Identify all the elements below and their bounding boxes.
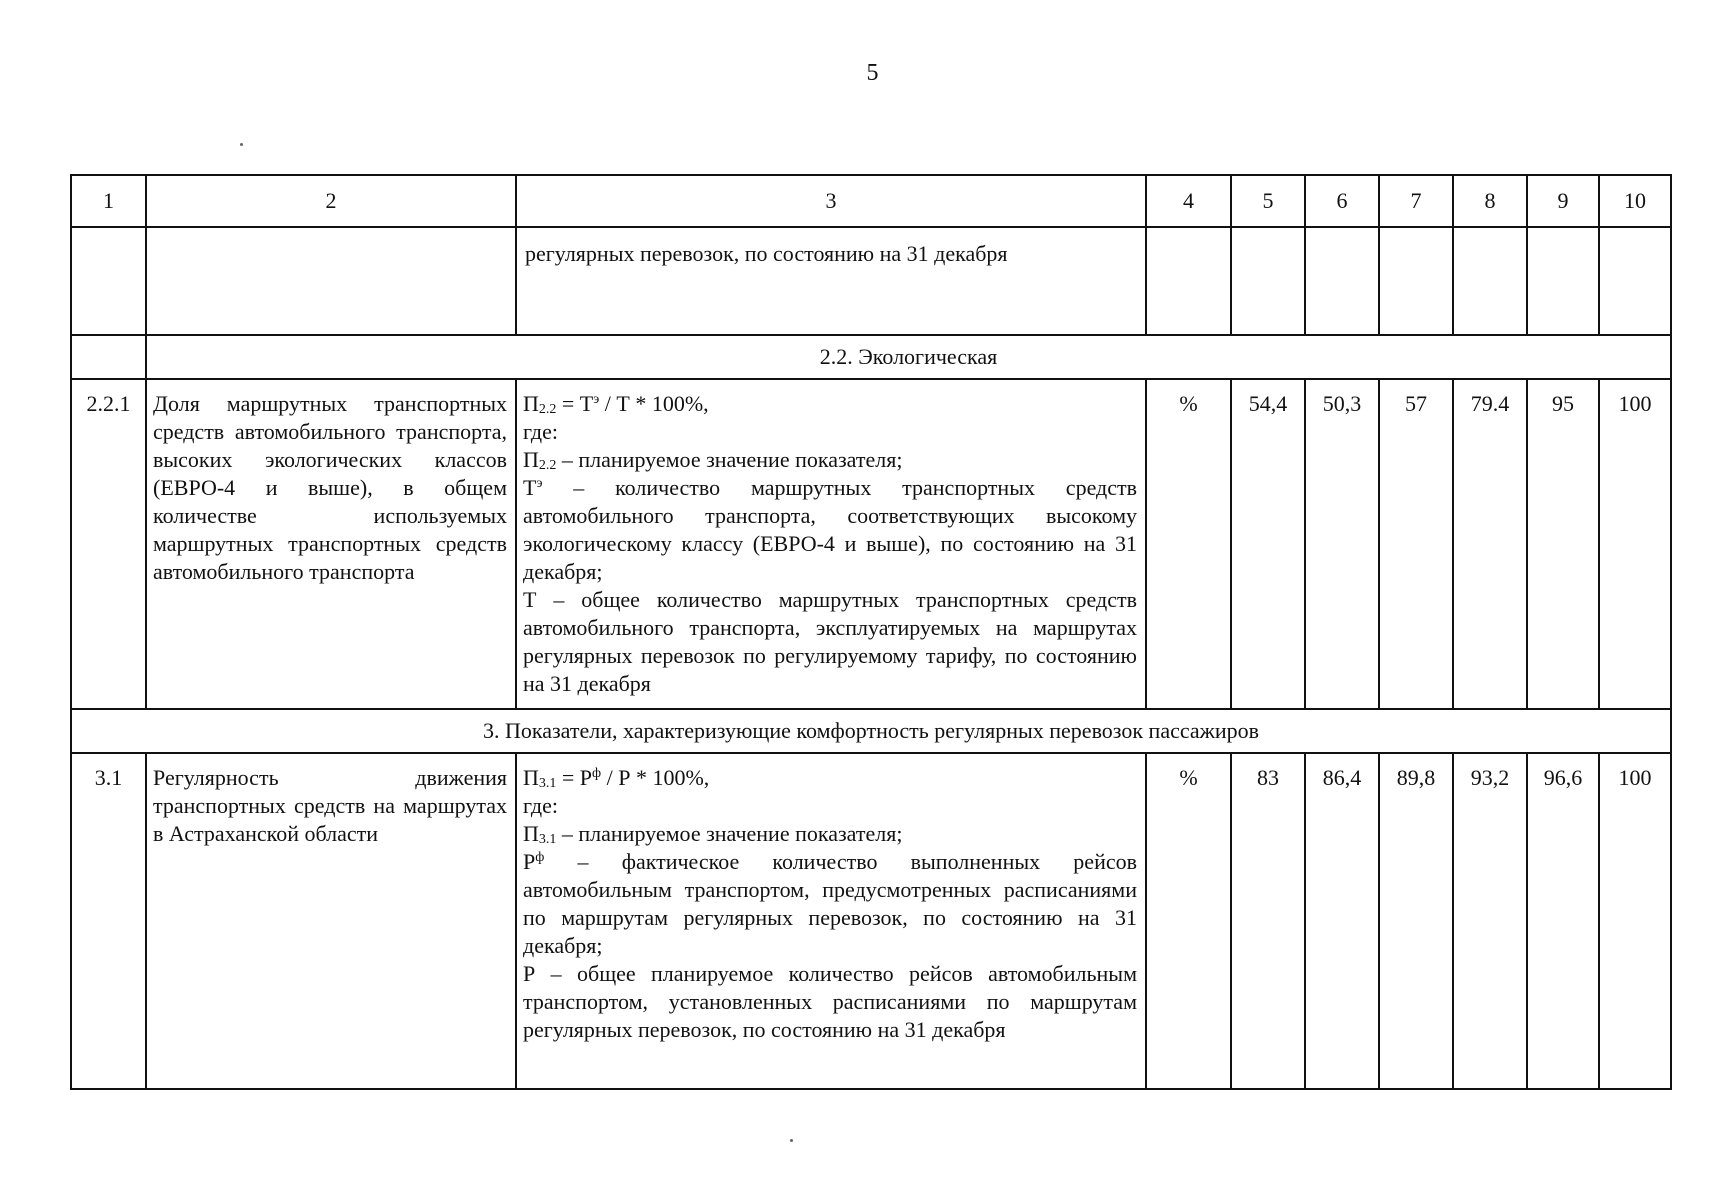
table-cell (1305, 227, 1379, 335)
indicator-row-3-1 (71, 753, 1671, 1089)
page-number: 5 (866, 60, 879, 86)
definition-t: Т – общее количество маршрутных транспортных средств автомобильного транспорта, эксплуатируемых на маршрутах регулярных перевозок по регулируемому тарифу, по состоянию на 31 декабря (523, 587, 1137, 696)
table-cell (71, 335, 146, 379)
definition-p: $П_{2.2}$ – планируемое значение показателя; (523, 447, 903, 473)
header-cell: 4 (1146, 175, 1231, 227)
header-cell: 5 (1231, 175, 1305, 227)
definition-te: $Т^э$ – количество маршрутных транспортных средств автомобильного транспорта, соответствующих высокому экологическому классу (ЕВРО-4 и выше), по состоянию на 31 декабря; (523, 475, 1137, 584)
indicator-row-2-2-1 (71, 379, 1671, 709)
indicator-name: Регулярность движения транспортных средств на маршрутах в Астраханской области (146, 753, 516, 1089)
indicator-number: 3.1 (71, 753, 146, 1089)
formula-line: $П_{2.2} = Т^э / Т * 100\%$, (523, 391, 709, 417)
table-cell (146, 227, 516, 335)
indicator-value: 93,2 (1453, 753, 1527, 1089)
header-cell: 9 (1527, 175, 1599, 227)
indicator-number: 2.2.1 (71, 379, 146, 709)
indicator-name: Доля маршрутных транспортных средств автомобильного транспорта, высоких экологических классов (ЕВРО-4 и выше), в общем количестве используемых маршрутных транспортных средств автомобильного транспорта (146, 379, 516, 709)
section-row-ecology (71, 335, 1671, 379)
table-cell (1379, 227, 1453, 335)
continuation-text: регулярных перевозок, по состоянию на 31 декабря (516, 227, 1146, 335)
section-title: 3. Показатели, характеризующие комфортность регулярных перевозок пассажиров (71, 709, 1671, 753)
indicator-value: 95 (1527, 379, 1599, 709)
header-cell: 8 (1453, 175, 1527, 227)
indicator-unit: % (1146, 379, 1231, 709)
indicator-unit: % (1146, 753, 1231, 1089)
table-cell (1231, 227, 1305, 335)
indicator-value: 83 (1231, 753, 1305, 1089)
table-cell (1453, 227, 1527, 335)
where-label: где: (523, 793, 558, 818)
indicator-formula-block (516, 753, 1146, 1089)
indicator-value: 50,3 (1305, 379, 1379, 709)
indicator-value: 89,8 (1379, 753, 1453, 1089)
indicator-value: 86,4 (1305, 753, 1379, 1089)
header-cell: 2 (146, 175, 516, 227)
definition-rf: $Р^ф$ – фактическое количество выполненных рейсов автомобильным транспортом, предусмотренных расписаниями по маршрутам регулярных перевозок, по состоянию на 31 декабря; (523, 849, 1137, 958)
header-cell: 1 (71, 175, 146, 227)
indicator-value: 100 (1599, 753, 1671, 1089)
where-label: где: (523, 419, 558, 444)
continuation-row (71, 227, 1671, 335)
table-cell (1599, 227, 1671, 335)
indicator-value: 54,4 (1231, 379, 1305, 709)
indicator-value: 100 (1599, 379, 1671, 709)
definition-p: $П_{3.1}$ – планируемое значение показателя; (523, 821, 903, 847)
indicators-table (70, 174, 1672, 1090)
section-title: 2.2. Экологическая (146, 335, 1671, 379)
scan-speck (790, 1139, 793, 1142)
section-row-comfort (71, 709, 1671, 753)
table-cell (71, 227, 146, 335)
indicator-value: 79.4 (1453, 379, 1527, 709)
scan-speck (240, 143, 243, 146)
table-cell (1146, 227, 1231, 335)
definition-r: Р – общее планируемое количество рейсов автомобильным транспортом, установленных расписаниями по маршрутам регулярных перевозок, по состоянию на 31 декабря (523, 961, 1137, 1042)
indicator-formula-block (516, 379, 1146, 709)
indicator-value: 96,6 (1527, 753, 1599, 1089)
header-cell: 6 (1305, 175, 1379, 227)
header-cell: 3 (516, 175, 1146, 227)
formula-line: $П_{3.1} = Р^ф / Р * 100\%$, (523, 765, 710, 791)
header-row (71, 175, 1671, 227)
header-cell: 10 (1599, 175, 1671, 227)
header-cell: 7 (1379, 175, 1453, 227)
indicator-value: 57 (1379, 379, 1453, 709)
table-cell (1527, 227, 1599, 335)
